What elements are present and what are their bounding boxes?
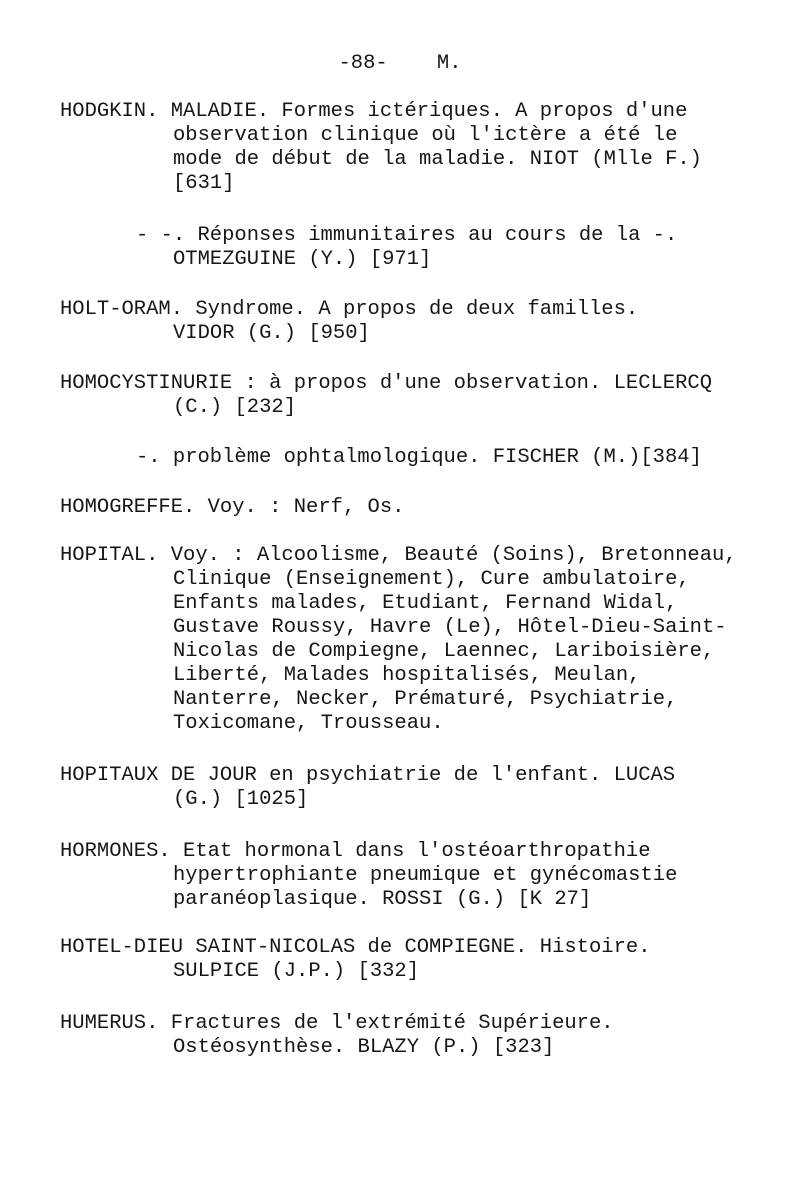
entry-line: OTMEZGUINE (Y.) [971] xyxy=(173,248,432,271)
entry-line: observation clinique où l'ictère a été le xyxy=(173,124,678,147)
index-entry-humerus xyxy=(60,1012,780,1060)
index-entry-homocystinurie-ophtalmo xyxy=(60,446,780,470)
entry-line: VIDOR (G.) [950] xyxy=(173,322,370,345)
entry-line: HOMOGREFFE. Voy. : Nerf, Os. xyxy=(60,496,405,519)
entry-line: (C.) [232] xyxy=(173,396,297,419)
entry-line: [631] xyxy=(173,172,235,195)
entry-line: HUMERUS. Fractures de l'extrémité Supérieure. xyxy=(60,1012,614,1035)
entry-line: HORMONES. Etat hormonal dans l'ostéoarthropathie xyxy=(60,840,651,863)
entry-line: hypertrophiante pneumique et gynécomastie xyxy=(173,864,678,887)
entry-line: HOTEL-DIEU SAINT-NICOLAS de COMPIEGNE. Histoire. xyxy=(60,936,651,959)
entry-line: Gustave Roussy, Havre (Le), Hôtel-Dieu-Saint- xyxy=(173,616,727,639)
entry-line: HOPITAUX DE JOUR en psychiatrie de l'enfant. LUCAS xyxy=(60,764,676,787)
index-entry-hodgkin-immune xyxy=(60,224,780,272)
index-entry-hormones xyxy=(60,840,780,912)
entry-line: HOPITAL. Voy. : Alcoolisme, Beauté (Soins), Bretonneau, xyxy=(60,544,737,567)
index-entry-homogreffe xyxy=(60,496,780,520)
entry-line: (G.) [1025] xyxy=(173,788,309,811)
entry-line: paranéoplasique. ROSSI (G.) [K 27] xyxy=(173,888,592,911)
entry-line: Ostéosynthèse. BLAZY (P.) [323] xyxy=(173,1036,555,1059)
entry-line: Clinique (Enseignement), Cure ambulatoire, xyxy=(173,568,690,591)
entry-line: Toxicomane, Trousseau. xyxy=(173,712,444,735)
index-entry-homocystinurie xyxy=(60,372,780,420)
page-number: -88- xyxy=(338,52,388,75)
entry-line: - -. Réponses immunitaires au cours de la -. xyxy=(136,224,678,247)
index-entry-hotel-dieu xyxy=(60,936,780,984)
entry-line: Enfants malades, Etudiant, Fernand Widal, xyxy=(173,592,678,615)
page-header xyxy=(0,52,800,75)
entry-line: Nanterre, Necker, Prématuré, Psychiatrie, xyxy=(173,688,678,711)
section-letter: M. xyxy=(436,52,462,75)
index-entry-hodgkin xyxy=(60,100,780,196)
index-entry-holt-oram xyxy=(60,298,780,346)
entry-line: SULPICE (J.P.) [332] xyxy=(173,960,420,983)
entry-line: Nicolas de Compiegne, Laennec, Lariboisière, xyxy=(173,640,715,663)
index-entry-hopital xyxy=(60,544,780,736)
entry-line: HOLT-ORAM. Syndrome. A propos de deux familles. xyxy=(60,298,639,321)
entry-line: HOMOCYSTINURIE : à propos d'une observation. LECLERCQ xyxy=(60,372,713,395)
entry-line: Liberté, Malades hospitalisés, Meulan, xyxy=(173,664,641,687)
entry-line: mode de début de la maladie. NIOT (Mlle F.) xyxy=(173,148,702,171)
index-entry-hopitaux-de-jour xyxy=(60,764,780,812)
entry-line: -. problème ophtalmologique. FISCHER (M.)[384] xyxy=(136,446,702,469)
entry-line: HODGKIN. MALADIE. Formes ictériques. A propos d'une xyxy=(60,100,688,123)
